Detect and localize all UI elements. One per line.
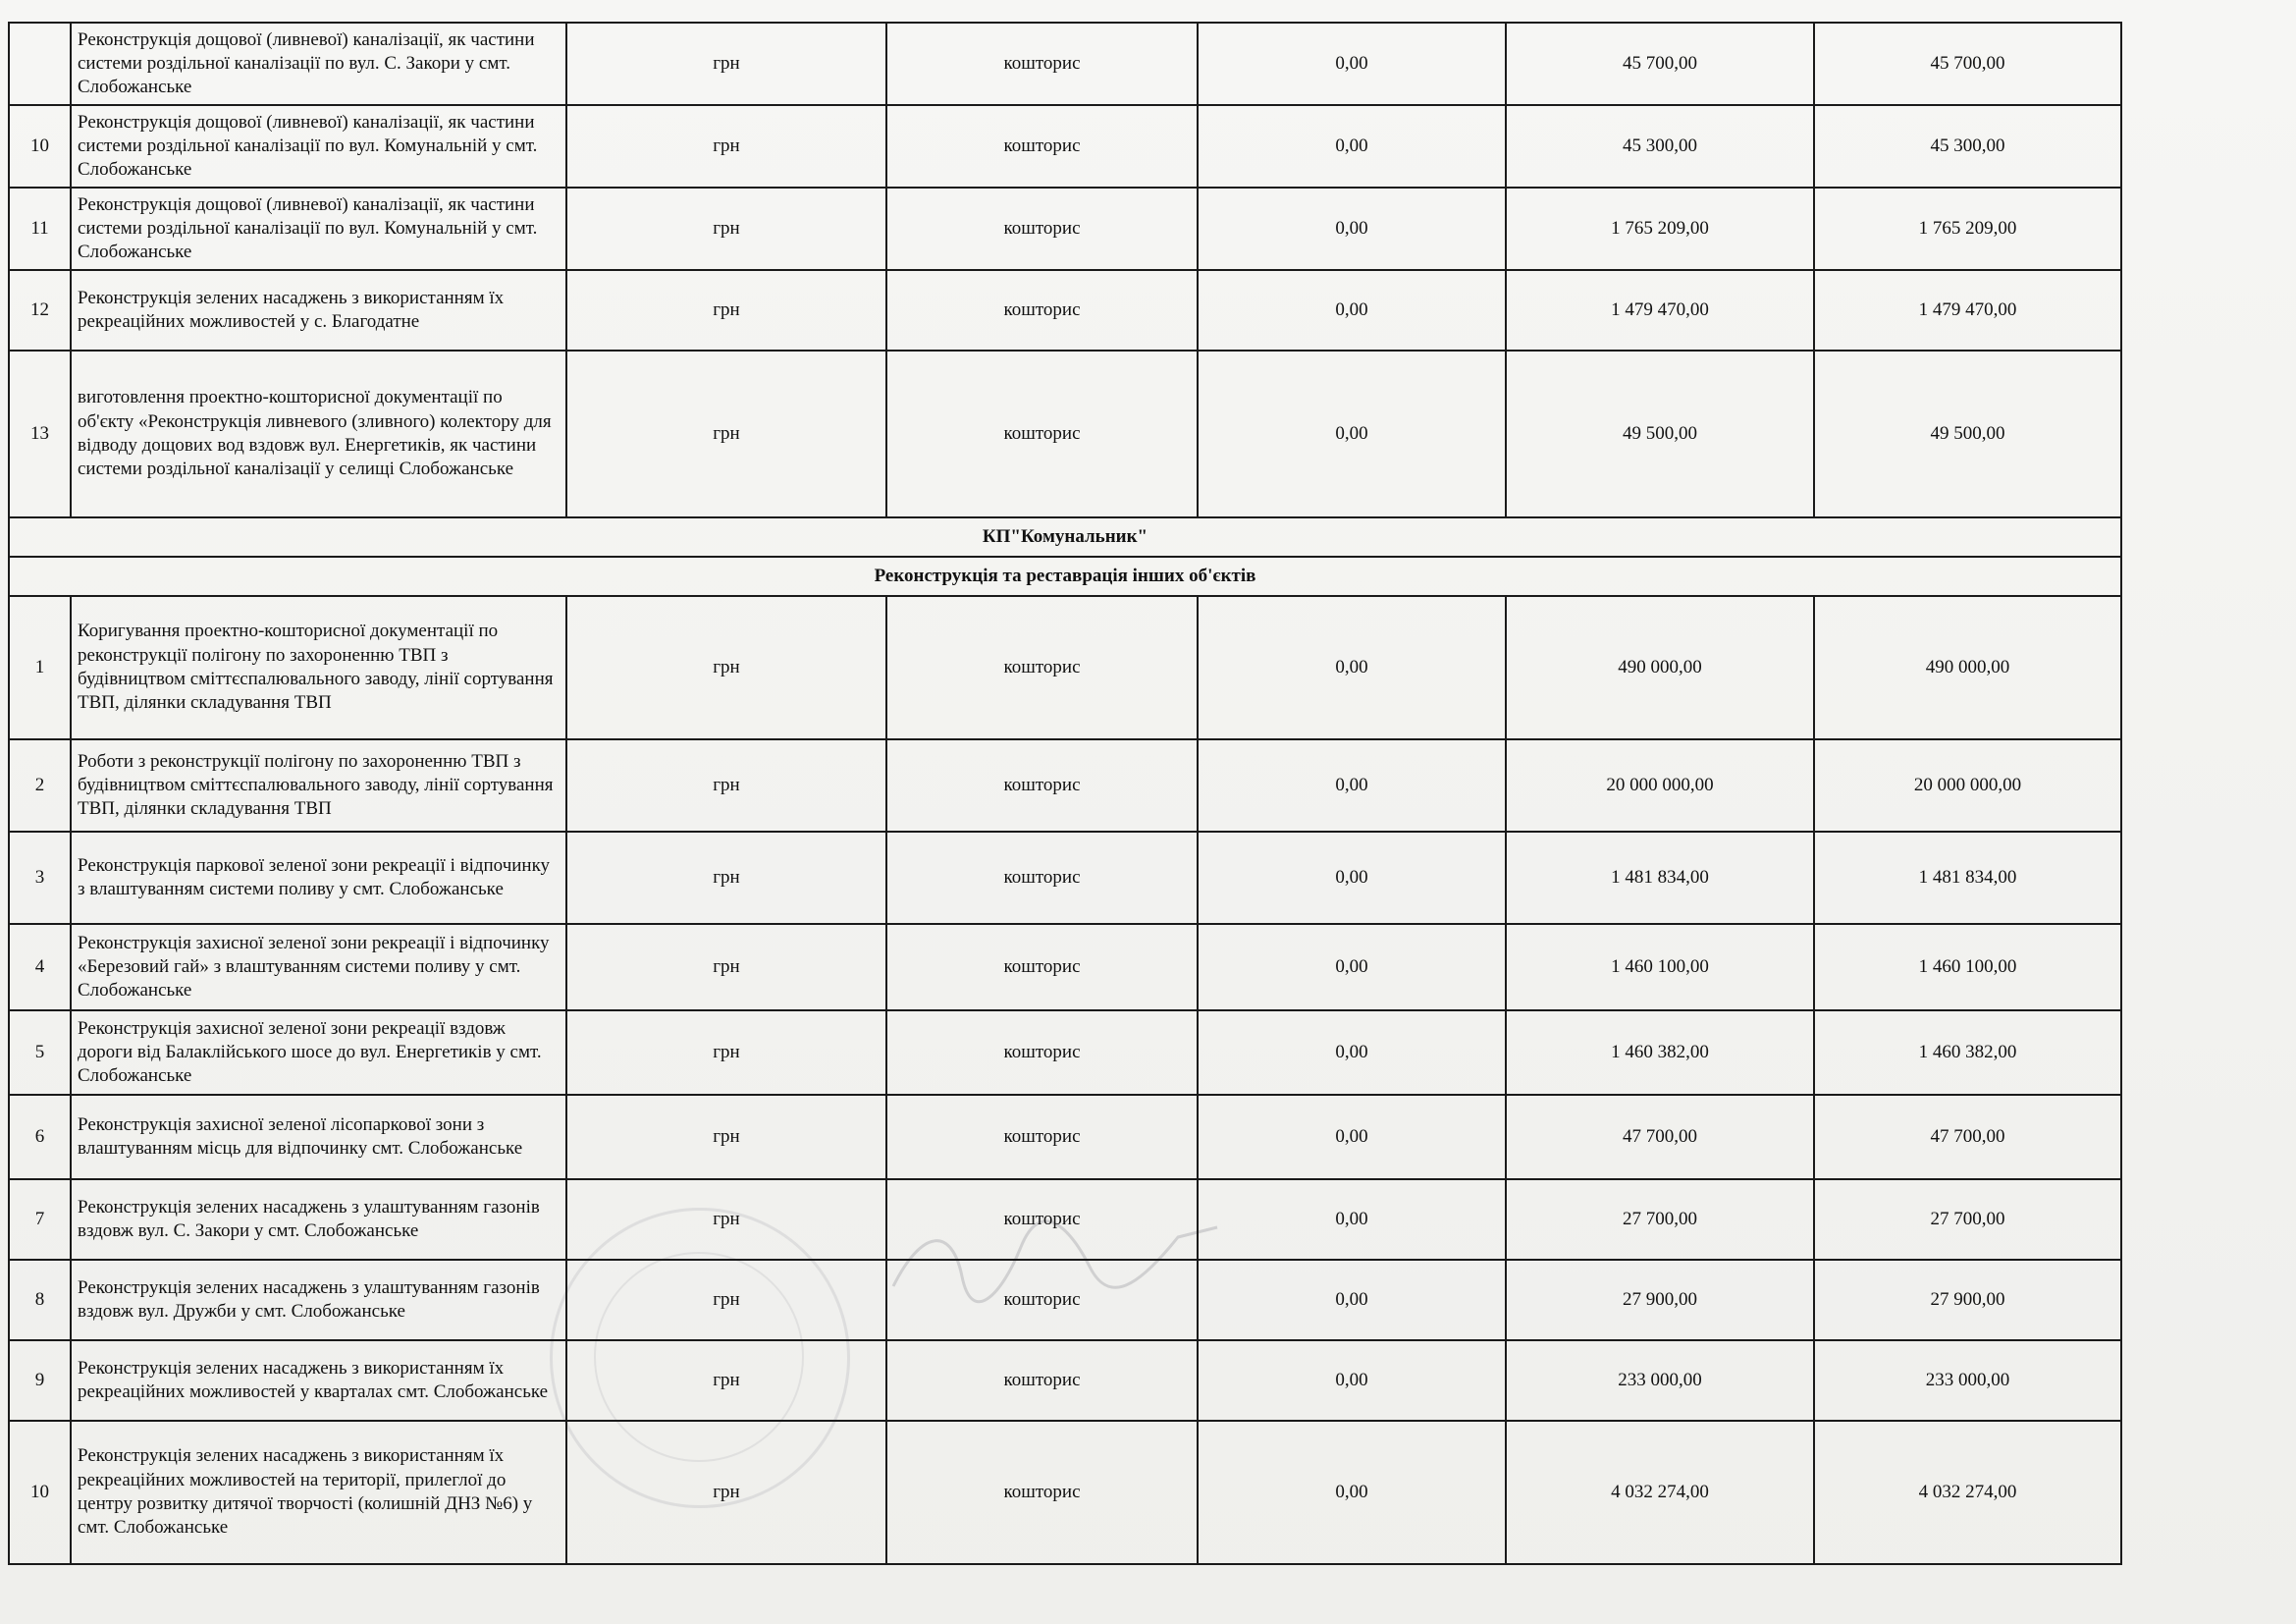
table-section-headers bbox=[9, 517, 2121, 596]
row-value-1: 0,00 bbox=[1198, 739, 1506, 832]
row-number: 2 bbox=[9, 739, 71, 832]
row-value-3: 47 700,00 bbox=[1814, 1095, 2121, 1179]
row-name: Коригування проектно-кошторисної документації по реконструкції полігону по захороненню ТВП з будівництвом сміттєспалювального заводу, лінії сортування ТВП, ділянки складування ТВП bbox=[71, 596, 566, 739]
row-name: Реконструкція зелених насаджень з улаштуванням газонів вздовж вул. С. Закори у смт. Слобожанське bbox=[71, 1179, 566, 1260]
table-row bbox=[9, 1010, 2121, 1095]
row-number: 3 bbox=[9, 832, 71, 924]
row-name: Реконструкція дощової (ливневої) каналізації, як частини системи роздільної каналізації по вул. Комунальній у смт. Слобожанське bbox=[71, 105, 566, 188]
row-number: 6 bbox=[9, 1095, 71, 1179]
section-organization-title: КП"Комунальник" bbox=[9, 517, 2121, 557]
row-unit: грн bbox=[566, 1179, 886, 1260]
row-value-2: 27 900,00 bbox=[1506, 1260, 1814, 1340]
table-row bbox=[9, 1421, 2121, 1564]
row-value-3: 27 700,00 bbox=[1814, 1179, 2121, 1260]
row-value-2: 4 032 274,00 bbox=[1506, 1421, 1814, 1564]
row-value-3: 1 460 100,00 bbox=[1814, 924, 2121, 1010]
table-row bbox=[9, 1095, 2121, 1179]
row-value-1: 0,00 bbox=[1198, 1179, 1506, 1260]
table-row bbox=[9, 739, 2121, 832]
row-unit: грн bbox=[566, 1010, 886, 1095]
row-unit: грн bbox=[566, 596, 886, 739]
row-value-1: 0,00 bbox=[1198, 1260, 1506, 1340]
row-unit: грн bbox=[566, 270, 886, 351]
row-number: 7 bbox=[9, 1179, 71, 1260]
table-row bbox=[9, 832, 2121, 924]
row-number: 1 bbox=[9, 596, 71, 739]
row-name: Реконструкція захисної зеленої зони рекреації вздовж дороги від Балаклійського шосе до вул. Енергетиків у смт. Слобожанське bbox=[71, 1010, 566, 1095]
row-value-1: 0,00 bbox=[1198, 23, 1506, 105]
row-value-3: 1 765 209,00 bbox=[1814, 188, 2121, 270]
row-value-1: 0,00 bbox=[1198, 351, 1506, 517]
row-source: кошторис bbox=[886, 351, 1198, 517]
row-value-2: 27 700,00 bbox=[1506, 1179, 1814, 1260]
row-source: кошторис bbox=[886, 1340, 1198, 1421]
row-value-1: 0,00 bbox=[1198, 270, 1506, 351]
section-row-organization bbox=[9, 517, 2121, 557]
row-name: виготовлення проектно-кошторисної документації по об'єкту «Реконструкція ливневого (зливного) колектору для відводу дощових вод вздовж вул. Енергетиків, як частини системи роздільної каналізації у селищі Слобожанське bbox=[71, 351, 566, 517]
row-source: кошторис bbox=[886, 596, 1198, 739]
row-unit: грн bbox=[566, 23, 886, 105]
row-source: кошторис bbox=[886, 105, 1198, 188]
row-value-1: 0,00 bbox=[1198, 832, 1506, 924]
row-number: 8 bbox=[9, 1260, 71, 1340]
row-number: 4 bbox=[9, 924, 71, 1010]
row-number: 9 bbox=[9, 1340, 71, 1421]
table-row bbox=[9, 596, 2121, 739]
row-unit: грн bbox=[566, 924, 886, 1010]
table-row bbox=[9, 924, 2121, 1010]
row-name: Реконструкція дощової (ливневої) каналізації, як частини системи роздільної каналізації по вул. С. Закори у смт. Слобожанське bbox=[71, 23, 566, 105]
row-name: Реконструкція зелених насаджень з використанням їх рекреаційних можливостей у кварталах смт. Слобожанське bbox=[71, 1340, 566, 1421]
row-value-1: 0,00 bbox=[1198, 1340, 1506, 1421]
row-unit: грн bbox=[566, 1340, 886, 1421]
row-value-3: 45 700,00 bbox=[1814, 23, 2121, 105]
table-row bbox=[9, 23, 2121, 105]
row-name: Реконструкція зелених насаджень з улаштуванням газонів вздовж вул. Дружби у смт. Слобожанське bbox=[71, 1260, 566, 1340]
row-source: кошторис bbox=[886, 1260, 1198, 1340]
row-value-1: 0,00 bbox=[1198, 1095, 1506, 1179]
table-row bbox=[9, 105, 2121, 188]
row-value-3: 49 500,00 bbox=[1814, 351, 2121, 517]
row-value-3: 27 900,00 bbox=[1814, 1260, 2121, 1340]
row-value-2: 1 479 470,00 bbox=[1506, 270, 1814, 351]
row-name: Реконструкція паркової зеленої зони рекреації і відпочинку з влаштуванням системи поливу у смт. Слобожанське bbox=[71, 832, 566, 924]
row-value-3: 1 460 382,00 bbox=[1814, 1010, 2121, 1095]
row-value-2: 1 460 100,00 bbox=[1506, 924, 1814, 1010]
row-value-3: 1 481 834,00 bbox=[1814, 832, 2121, 924]
section-category-title: Реконструкція та реставрація інших об'єктів bbox=[9, 557, 2121, 596]
row-value-2: 1 481 834,00 bbox=[1506, 832, 1814, 924]
row-source: кошторис bbox=[886, 1010, 1198, 1095]
row-source: кошторис bbox=[886, 832, 1198, 924]
table-row bbox=[9, 1340, 2121, 1421]
row-unit: грн bbox=[566, 832, 886, 924]
table-row bbox=[9, 351, 2121, 517]
row-source: кошторис bbox=[886, 188, 1198, 270]
row-unit: грн bbox=[566, 1421, 886, 1564]
row-value-2: 45 700,00 bbox=[1506, 23, 1814, 105]
row-name: Роботи з реконструкції полігону по захороненню ТВП з будівництвом сміттєспалювального заводу, лінії сортування ТВП, ділянки складування ТВП bbox=[71, 739, 566, 832]
row-number: 5 bbox=[9, 1010, 71, 1095]
row-unit: грн bbox=[566, 739, 886, 832]
row-value-1: 0,00 bbox=[1198, 188, 1506, 270]
row-name: Реконструкція захисної зеленої зони рекреації і відпочинку «Березовий гай» з влаштуванням системи поливу у смт. Слобожанське bbox=[71, 924, 566, 1010]
row-value-3: 490 000,00 bbox=[1814, 596, 2121, 739]
row-value-3: 1 479 470,00 bbox=[1814, 270, 2121, 351]
row-value-2: 1 765 209,00 bbox=[1506, 188, 1814, 270]
row-value-2: 45 300,00 bbox=[1506, 105, 1814, 188]
table-row bbox=[9, 188, 2121, 270]
row-value-1: 0,00 bbox=[1198, 105, 1506, 188]
row-source: кошторис bbox=[886, 739, 1198, 832]
table-body-bottom bbox=[9, 596, 2121, 1564]
row-number: 10 bbox=[9, 1421, 71, 1564]
row-value-3: 233 000,00 bbox=[1814, 1340, 2121, 1421]
row-name: Реконструкція зелених насаджень з використанням їх рекреаційних можливостей у с. Благодатне bbox=[71, 270, 566, 351]
row-number: 12 bbox=[9, 270, 71, 351]
row-value-1: 0,00 bbox=[1198, 1421, 1506, 1564]
row-name: Реконструкція зелених насаджень з використанням їх рекреаційних можливостей на території, прилеглої до центру розвитку дитячої творчості (колишній ДНЗ №6) у смт. Слобожанське bbox=[71, 1421, 566, 1564]
section-row-category bbox=[9, 557, 2121, 596]
row-value-3: 4 032 274,00 bbox=[1814, 1421, 2121, 1564]
row-name: Реконструкція дощової (ливневої) каналізації, як частини системи роздільної каналізації по вул. Комунальній у смт. Слобожанське bbox=[71, 188, 566, 270]
row-value-2: 233 000,00 bbox=[1506, 1340, 1814, 1421]
row-source: кошторис bbox=[886, 1421, 1198, 1564]
row-value-3: 45 300,00 bbox=[1814, 105, 2121, 188]
row-value-3: 20 000 000,00 bbox=[1814, 739, 2121, 832]
row-value-1: 0,00 bbox=[1198, 924, 1506, 1010]
table-row bbox=[9, 1260, 2121, 1340]
row-source: кошторис bbox=[886, 1095, 1198, 1179]
row-unit: грн bbox=[566, 188, 886, 270]
row-value-2: 49 500,00 bbox=[1506, 351, 1814, 517]
row-source: кошторис bbox=[886, 270, 1198, 351]
row-unit: грн bbox=[566, 1095, 886, 1179]
row-source: кошторис bbox=[886, 23, 1198, 105]
row-unit: грн bbox=[566, 105, 886, 188]
row-source: кошторис bbox=[886, 1179, 1198, 1260]
row-value-2: 1 460 382,00 bbox=[1506, 1010, 1814, 1095]
row-value-1: 0,00 bbox=[1198, 1010, 1506, 1095]
row-name: Реконструкція захисної зеленої лісопаркової зони з влаштуванням місць для відпочинку смт. Слобожанське bbox=[71, 1095, 566, 1179]
table-row bbox=[9, 270, 2121, 351]
row-value-2: 20 000 000,00 bbox=[1506, 739, 1814, 832]
row-value-2: 47 700,00 bbox=[1506, 1095, 1814, 1179]
row-number: 10 bbox=[9, 105, 71, 188]
budget-table bbox=[8, 22, 2122, 1565]
row-number bbox=[9, 23, 71, 105]
row-source: кошторис bbox=[886, 924, 1198, 1010]
row-value-1: 0,00 bbox=[1198, 596, 1506, 739]
row-unit: грн bbox=[566, 351, 886, 517]
row-number: 11 bbox=[9, 188, 71, 270]
row-unit: грн bbox=[566, 1260, 886, 1340]
table-body-top bbox=[9, 23, 2121, 517]
row-number: 13 bbox=[9, 351, 71, 517]
row-value-2: 490 000,00 bbox=[1506, 596, 1814, 739]
table-row bbox=[9, 1179, 2121, 1260]
